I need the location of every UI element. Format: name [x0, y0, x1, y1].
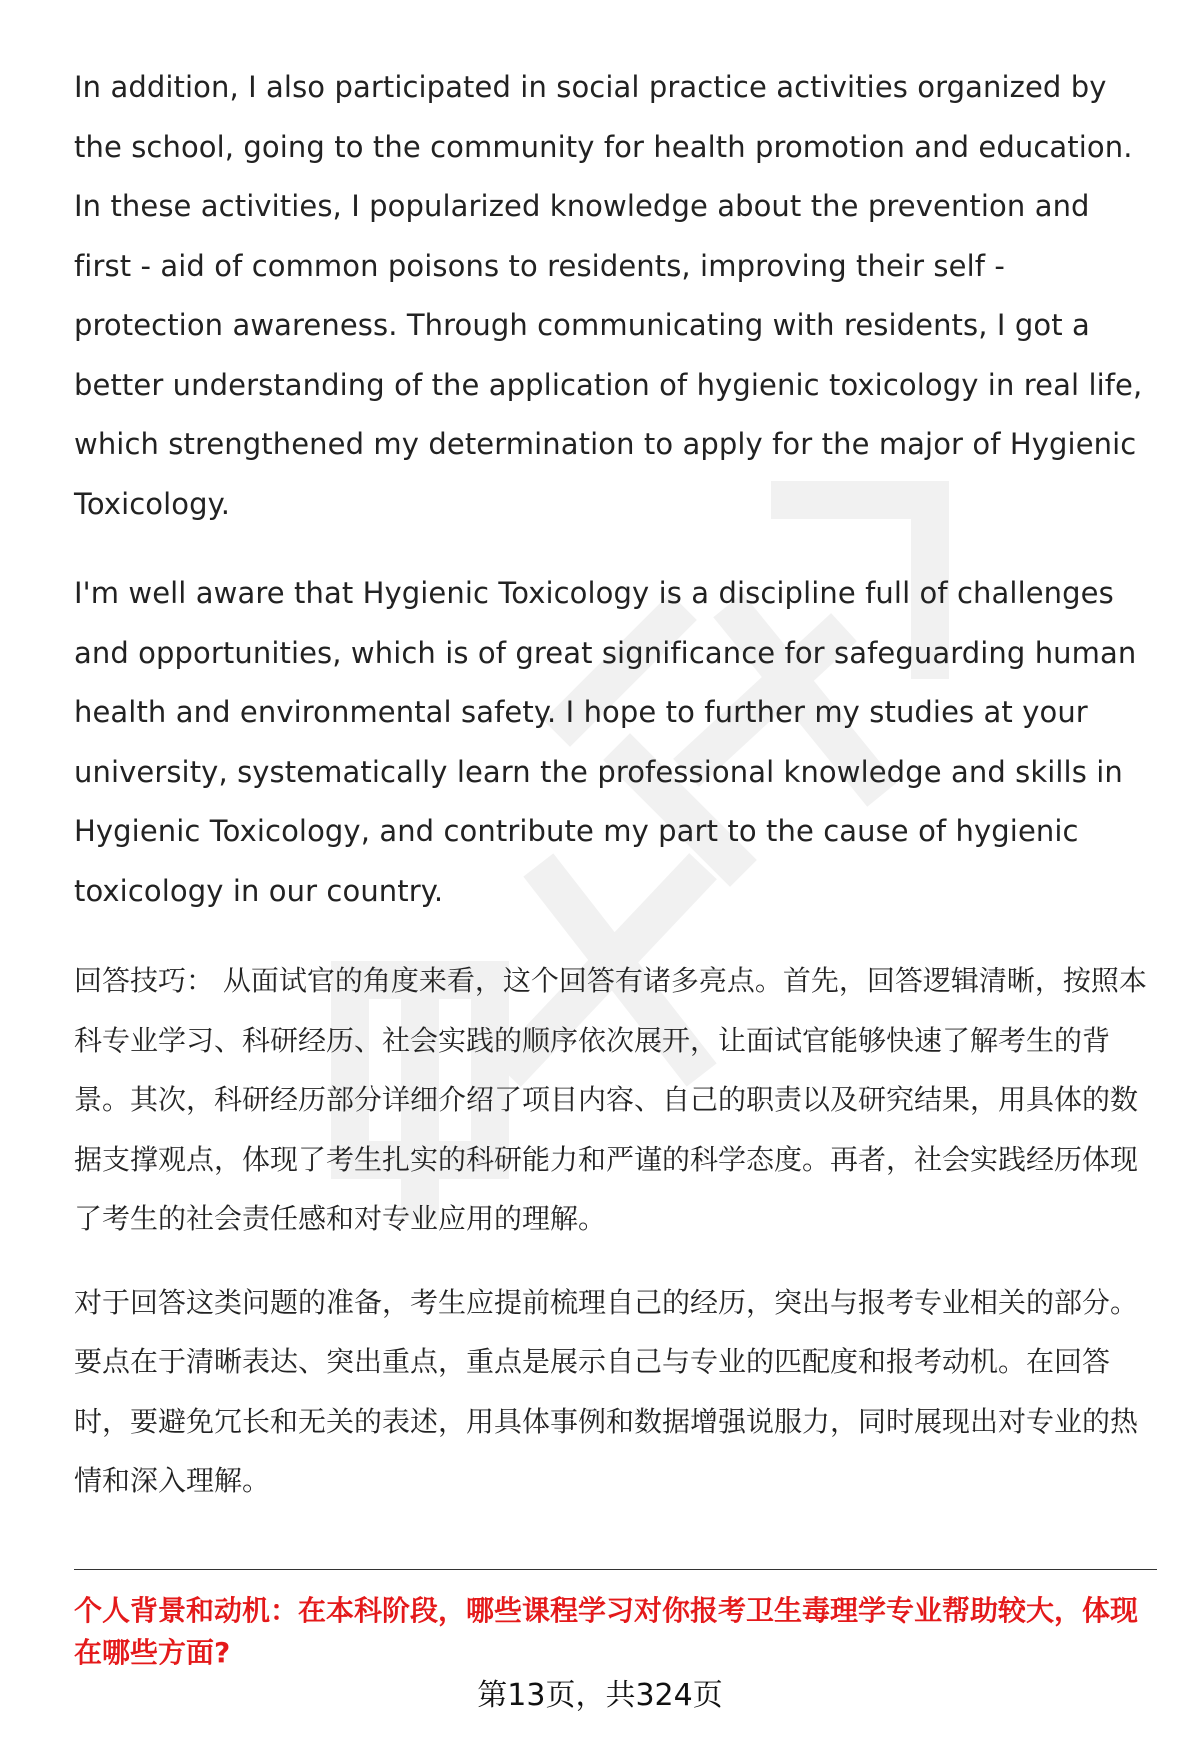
- paragraph-aspiration: I'm well aware that Hygienic Toxicology is a discipline full of challenges and opportunities, which is of great significance for safeguarding human health and environmental safety. I hope to further my studies at your university, systematically learn the professional knowledge and skills in Hygienic Toxicology, and contribute my part to the cause of hygienic toxicology in our country.: [74, 576, 1137, 908]
- paragraph-community-practice: In addition, I also participated in social practice activities organized by the school, going to the community for health promotion and education. In these activities, I popularized knowledge about the prevention and first - aid of common poisons to residents, improving their self - protection awareness. Through communicating with residents, I got a better understanding of the application of hygienic toxicology in real life, which strengthened my determination to apply for the major of Hygienic Toxicology.: [74, 70, 1143, 521]
- main-content: [74, 58, 1154, 1535]
- section-divider: [74, 1569, 1157, 1570]
- next-question-heading: 个人背景和动机：在本科阶段，哪些课程学习对你报考卫生毒理学专业帮助较大，体现在哪些方面?: [74, 1594, 1139, 1669]
- paragraph-answer-tips: 回答技巧： 从面试官的角度来看，这个回答有诸多亮点。首先，回答逻辑清晰，按照本科专业学习、科研经历、社会实践的顺序依次展开，让面试官能够快速了解考生的背景。其次，科研经历部分详细介绍了项目内容、自己的职责以及研究结果，用具体的数据支撑观点，体现了考生扎实的科研能力和严谨的科学态度。再者，社会实践经历体现了考生的社会责任感和对专业应用的理解。: [74, 964, 1147, 1235]
- paragraph-preparation-advice: 对于回答这类问题的准备，考生应提前梳理自己的经历，突出与报考专业相关的部分。要点在于清晰表达、突出重点，重点是展示自己与专业的匹配度和报考动机。在回答时，要避免冗长和无关的表述，用具体事例和数据增强说服力，同时展现出对专业的热情和深入理解。: [74, 1285, 1139, 1497]
- page-number-footer: 第13页，共324页: [477, 1678, 723, 1713]
